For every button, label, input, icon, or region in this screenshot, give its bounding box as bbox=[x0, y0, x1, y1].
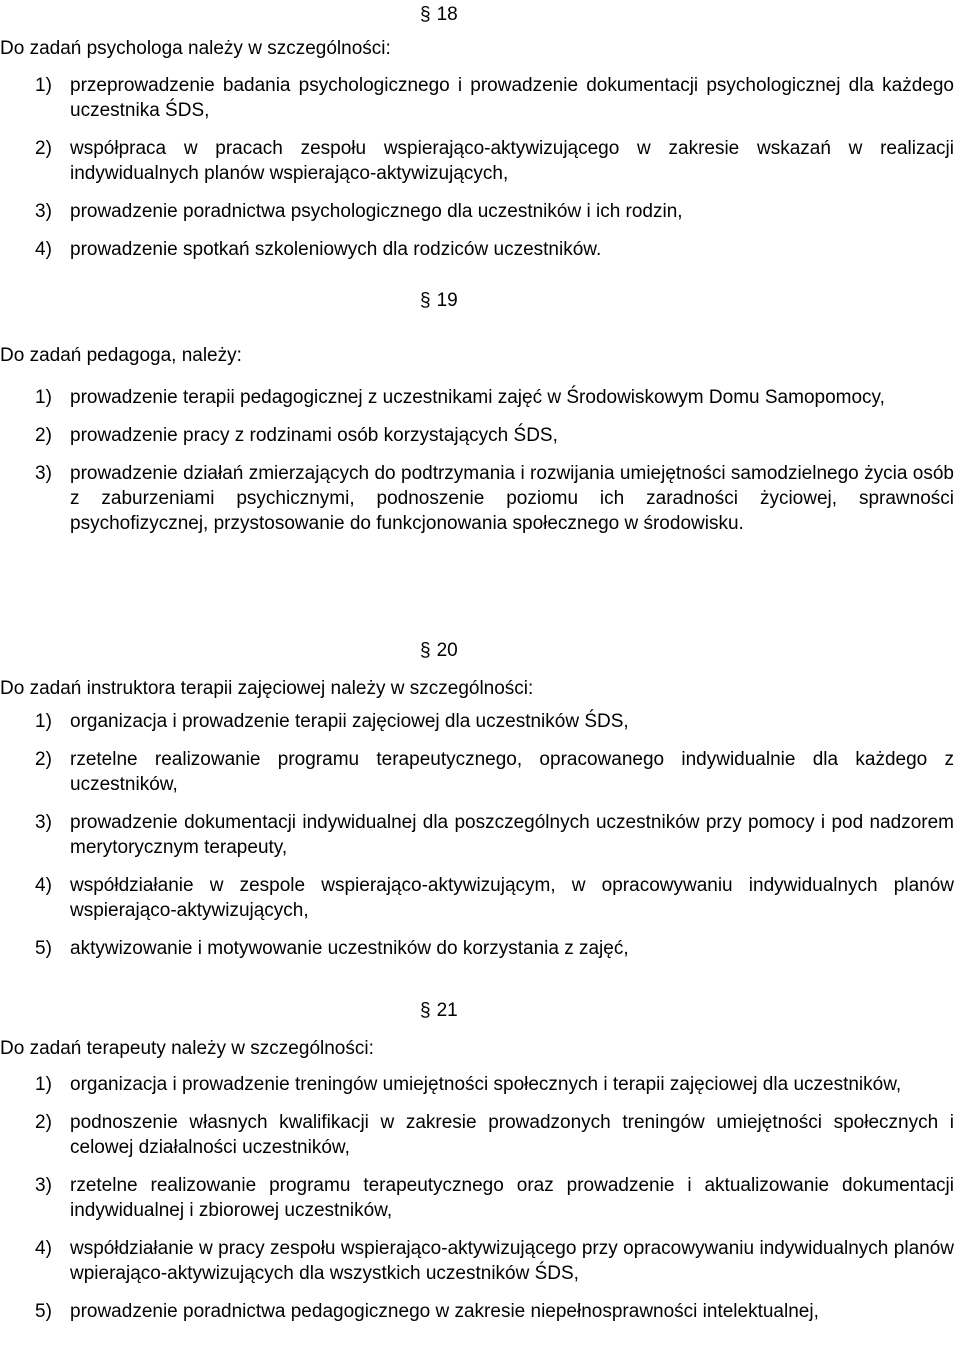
paragraph-number: 20 bbox=[436, 640, 458, 661]
item-number: 1) bbox=[35, 1074, 52, 1095]
paragraph-heading bbox=[420, 288, 458, 313]
item-text: współdziałanie w pracy zespołu wspierająco-aktywizującego przy opracowywaniu indywidualnych planów wpierająco-aktywizujących dla wszystkich uczestników ŚDS, bbox=[70, 1238, 954, 1284]
item-number: 2) bbox=[35, 425, 52, 446]
list-item bbox=[0, 136, 958, 186]
item-number: 1) bbox=[35, 387, 52, 408]
item-text: prowadzenie pracy z rodzinami osób korzystających ŚDS, bbox=[70, 425, 558, 446]
paragraph-heading bbox=[420, 638, 458, 663]
task-list bbox=[0, 1059, 958, 1324]
item-number: 1) bbox=[35, 75, 52, 96]
list-item bbox=[0, 461, 958, 536]
section-intro: Do zadań instruktora terapii zajęciowej należy w szczególności: bbox=[0, 678, 534, 699]
item-number: 3) bbox=[35, 812, 52, 833]
item-number: 3) bbox=[35, 463, 52, 484]
item-number: 4) bbox=[35, 239, 52, 260]
paragraph-symbol: § bbox=[420, 640, 431, 661]
list-item bbox=[0, 1299, 958, 1324]
item-text: współpraca w pracach zespołu wspierająco-aktywizującego w zakresie wskazań w realizacji indywidualnych planów wspierająco-aktywizujących, bbox=[70, 138, 954, 184]
item-text: współdziałanie w zespole wspierająco-aktywizującym, w opracowywaniu indywidualnych planów wspierająco-aktywizujących, bbox=[70, 875, 954, 921]
paragraph-symbol: § bbox=[420, 290, 431, 311]
item-text: aktywizowanie i motywowanie uczestników do korzystania z zajęć, bbox=[70, 938, 629, 959]
list-item bbox=[0, 199, 958, 224]
paragraph-number: 21 bbox=[436, 1000, 458, 1021]
paragraph-heading bbox=[420, 2, 458, 27]
paragraph-number: 19 bbox=[436, 290, 458, 311]
item-text: podnoszenie własnych kwalifikacji w zakresie prowadzonych treningów umiejętności społecznych i celowej działalności uczestników, bbox=[70, 1112, 954, 1158]
section-intro: Do zadań psychologa należy w szczególności: bbox=[0, 38, 391, 59]
task-list bbox=[0, 60, 958, 262]
list-item bbox=[0, 1173, 958, 1223]
task-list bbox=[0, 696, 958, 961]
list-item bbox=[0, 1110, 958, 1160]
list-item bbox=[0, 1236, 958, 1286]
item-text: rzetelne realizowanie programu terapeutycznego oraz prowadzenie i aktualizowanie dokumentacji indywidualnej i zbiorowej uczestników, bbox=[70, 1175, 954, 1221]
item-number: 2) bbox=[35, 1112, 52, 1133]
item-text: prowadzenie dokumentacji indywidualnej dla poszczególnych uczestników przy pomocy i pod nadzorem merytorycznym terapeuty, bbox=[70, 812, 954, 858]
list-item bbox=[0, 385, 958, 410]
paragraph-symbol: § bbox=[420, 1000, 431, 1021]
item-number: 1) bbox=[35, 711, 52, 732]
list-item bbox=[0, 73, 958, 123]
item-text: przeprowadzenie badania psychologicznego i prowadzenie dokumentacji psychologicznej dla każdego uczestnika ŚDS, bbox=[70, 75, 954, 121]
list-item bbox=[0, 936, 958, 961]
paragraph-symbol: § bbox=[420, 4, 431, 25]
section-intro: Do zadań pedagoga, należy: bbox=[0, 345, 242, 366]
item-text: organizacja i prowadzenie terapii zajęciowej dla uczestników ŚDS, bbox=[70, 711, 629, 732]
item-number: 4) bbox=[35, 875, 52, 896]
list-item bbox=[0, 747, 958, 797]
paragraph-heading bbox=[420, 998, 458, 1023]
item-text: prowadzenie działań zmierzających do podtrzymania i rozwijania umiejętności samodzielnego życia osób z zaburzeniami psychicznymi, podnoszenie poziomu ich zaradności życiowej, sprawności psychofizycznej, przystosowanie do funkcjonowania społecznego w środowisku. bbox=[70, 463, 954, 534]
item-text: prowadzenie spotkań szkoleniowych dla rodziców uczestników. bbox=[70, 239, 602, 260]
item-text: prowadzenie poradnictwa pedagogicznego w zakresie niepełnosprawności intelektualnej, bbox=[70, 1301, 819, 1322]
item-text: prowadzenie poradnictwa psychologicznego dla uczestników i ich rodzin, bbox=[70, 201, 683, 222]
list-item bbox=[0, 237, 958, 262]
item-number: 2) bbox=[35, 749, 52, 770]
task-list bbox=[0, 372, 958, 536]
list-item bbox=[0, 873, 958, 923]
item-number: 5) bbox=[35, 1301, 52, 1322]
item-number: 5) bbox=[35, 938, 52, 959]
list-item bbox=[0, 423, 958, 448]
item-number: 3) bbox=[35, 201, 52, 222]
item-number: 2) bbox=[35, 138, 52, 159]
list-item bbox=[0, 709, 958, 734]
item-number: 3) bbox=[35, 1175, 52, 1196]
item-text: organizacja i prowadzenie treningów umiejętności społecznych i terapii zajęciowej dla uczestników, bbox=[70, 1074, 902, 1095]
list-item bbox=[0, 1072, 958, 1097]
item-text: prowadzenie terapii pedagogicznej z uczestnikami zajęć w Środowiskowym Domu Samopomocy, bbox=[70, 387, 885, 408]
section-intro: Do zadań terapeuty należy w szczególności: bbox=[0, 1038, 374, 1059]
item-number: 4) bbox=[35, 1238, 52, 1259]
item-text: rzetelne realizowanie programu terapeutycznego, opracowanego indywidualnie dla każdego z uczestników, bbox=[70, 749, 954, 795]
list-item bbox=[0, 810, 958, 860]
paragraph-number: 18 bbox=[436, 4, 458, 25]
